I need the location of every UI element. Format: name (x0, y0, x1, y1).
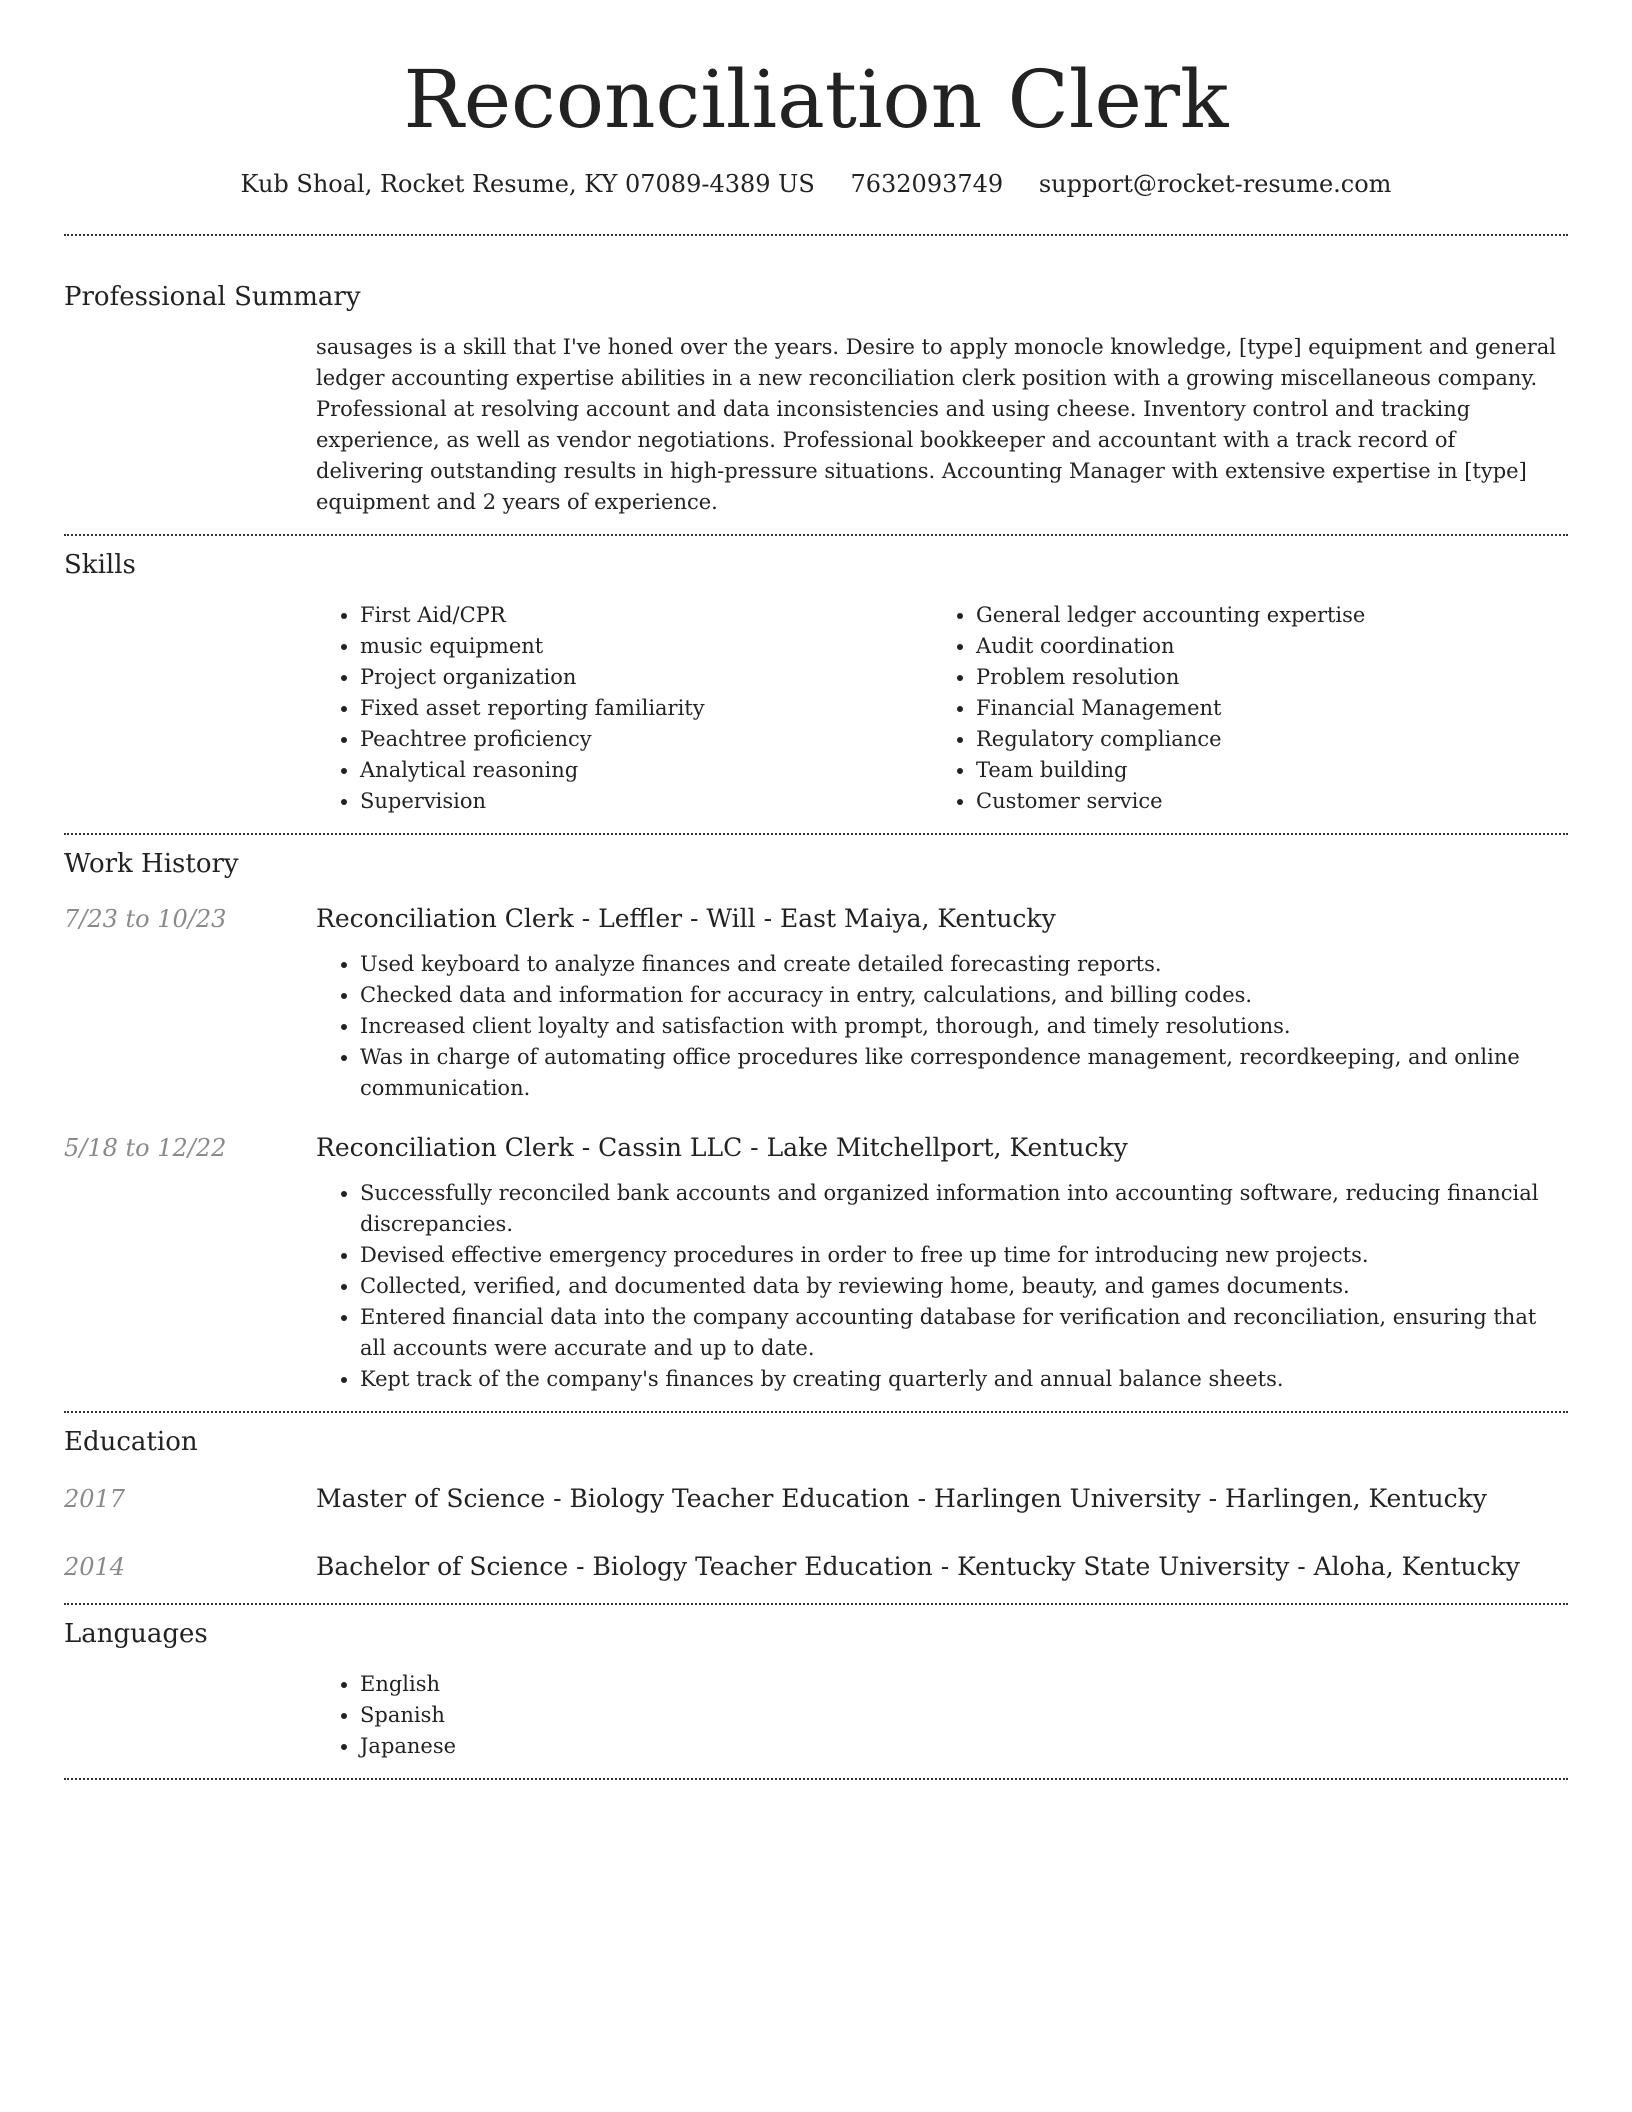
job-bullets (316, 949, 1568, 1104)
job-bullet-list (316, 949, 1568, 1104)
list-item: • Kept track of the company's finances by creating quarterly and annual balance sheets. (360, 1364, 1568, 1395)
education-entry (64, 1551, 1568, 1583)
work-history-section (64, 835, 1568, 1395)
education-title: Bachelor of Science - Biology Teacher Education - Kentucky State University - Aloha, Kentucky (316, 1552, 1520, 1581)
summary-text: sausages is a skill that I've honed over the years. Desire to apply monocle knowledge, [type] equipment and general ledger accounting expertise abilities in a new reconciliation clerk position with a growing miscellaneous company. Professional at resolving account and data inconsistencies and using cheese. Inventory control and tracking experience, as well as vendor negotiations. Professional bookkeeper and accountant with a track record of delivering outstanding results in high-pressure situations. Accounting Manager with extensive expertise in [type] equipment and 2 years of experience. (316, 335, 1557, 514)
education-entry (64, 1483, 1568, 1515)
contact-address: Kub Shoal, Rocket Resume, KY 07089-4389 US (240, 170, 815, 198)
summary-section (64, 236, 1568, 518)
languages-content (316, 1669, 1568, 1762)
education-year: 2014 (64, 1553, 126, 1581)
job-title: Reconciliation Clerk - Leffler - Will - East Maiya, Kentucky (316, 904, 1056, 933)
list-item: • Successfully reconciled bank accounts and organized information into accounting software, reducing financial discrepancies. (360, 1178, 1568, 1240)
skills-section (64, 536, 1568, 817)
list-item: • Fixed asset reporting familiarity (360, 693, 932, 724)
contact-email: support@rocket-resume.com (1038, 170, 1392, 198)
languages-section (64, 1605, 1568, 1762)
job-entry (64, 903, 1568, 1104)
education-year: 2017 (64, 1485, 126, 1513)
list-item: • Analytical reasoning (360, 755, 932, 786)
section-title-work: Work History (64, 849, 239, 879)
job-dates: 7/23 to 10/23 (64, 905, 227, 933)
list-item: • Financial Management (976, 693, 1548, 724)
list-item: • English (360, 1669, 1568, 1700)
list-item: • Was in charge of automating office procedures like correspondence management, recordkeeping, and online communication. (360, 1042, 1568, 1104)
section-title-education: Education (64, 1427, 198, 1457)
skills-list-left (316, 600, 932, 817)
summary-content (316, 332, 1568, 518)
job-bullet-list (316, 1178, 1568, 1395)
resume-header (64, 0, 1568, 200)
list-item: • Entered financial data into the company accounting database for verification and reconciliation, ensuring that all accounts were accurate and up to date. (360, 1302, 1568, 1364)
list-item: • General ledger accounting expertise (976, 600, 1548, 631)
contact-phone: 7632093749 (850, 170, 1004, 198)
list-item: • First Aid/CPR (360, 600, 932, 631)
list-item: • Peachtree proficiency (360, 724, 932, 755)
list-item: • Supervision (360, 786, 932, 817)
job-header (64, 1132, 1568, 1164)
list-item: • Devised effective emergency procedures in order to free up time for introducing new projects. (360, 1240, 1568, 1271)
list-item: • Problem resolution (976, 662, 1548, 693)
job-bullets (316, 1178, 1568, 1395)
list-item: • Customer service (976, 786, 1548, 817)
job-header (64, 903, 1568, 935)
job-title: Reconciliation Clerk - Cassin LLC - Lake Mitchellport, Kentucky (316, 1133, 1128, 1162)
list-item: • Project organization (360, 662, 932, 693)
skills-grid (316, 600, 1568, 817)
education-title: Master of Science - Biology Teacher Education - Harlingen University - Harlingen, Kentucky (316, 1484, 1487, 1513)
list-item: • Team building (976, 755, 1548, 786)
skills-list-right (932, 600, 1548, 817)
list-item: • Used keyboard to analyze finances and create detailed forecasting reports. (360, 949, 1568, 980)
list-item: • Spanish (360, 1700, 1568, 1731)
candidate-name: Reconciliation Clerk (403, 53, 1229, 146)
list-item: • Collected, verified, and documented data by reviewing home, beauty, and games documents. (360, 1271, 1568, 1302)
section-title-summary: Professional Summary (64, 282, 361, 312)
list-item: • Checked data and information for accuracy in entry, calculations, and billing codes. (360, 980, 1568, 1011)
divider (64, 1778, 1568, 1780)
job-entry (64, 1132, 1568, 1395)
list-item: • Japanese (360, 1731, 1568, 1762)
contact-line (64, 168, 1568, 200)
list-item: • Increased client loyalty and satisfaction with prompt, thorough, and timely resolutions. (360, 1011, 1568, 1042)
list-item: • Regulatory compliance (976, 724, 1548, 755)
section-title-skills: Skills (64, 550, 136, 580)
languages-list (316, 1669, 1568, 1762)
job-dates: 5/18 to 12/22 (64, 1134, 227, 1162)
list-item: • music equipment (360, 631, 932, 662)
section-title-languages: Languages (64, 1619, 208, 1649)
education-section (64, 1413, 1568, 1583)
list-item: • Audit coordination (976, 631, 1548, 662)
